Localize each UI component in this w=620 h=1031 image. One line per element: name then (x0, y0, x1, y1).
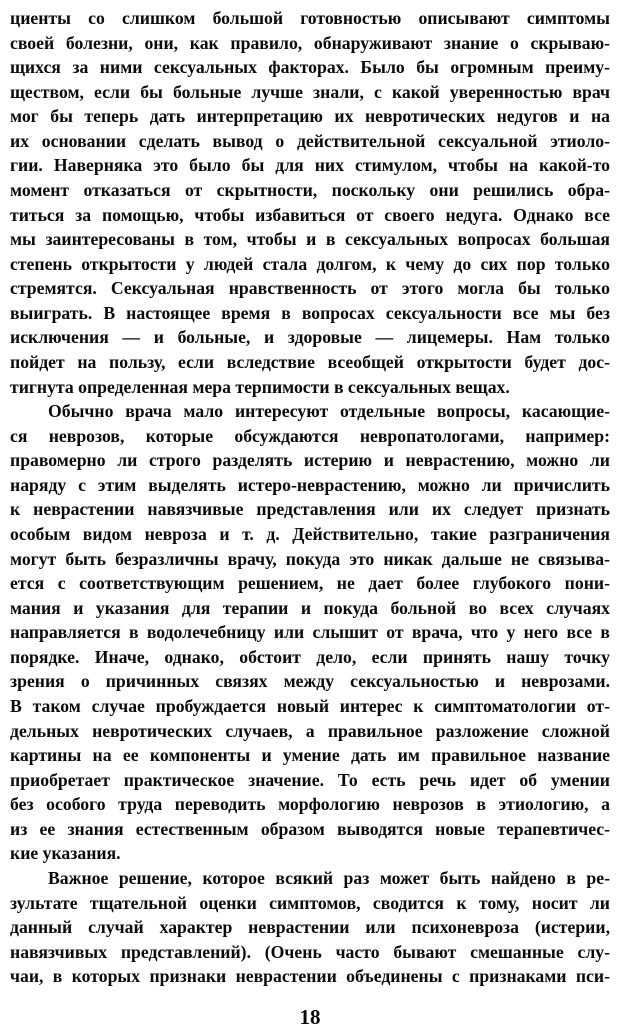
text-line: щихся за ними сексуальных факторах. Было бы огромным преиму- (10, 57, 610, 78)
text-line: картины на ее компоненты и умение дать им правильное название (10, 745, 610, 766)
text-line: ся неврозов, которые обсуждаются невропатологами, например: (10, 425, 610, 446)
text-line: без особого труда переводить морфологию неврозов в этиологию, а (10, 794, 610, 815)
text-line: тигнута определенная мера терпимости в сексуальных вещах. (10, 376, 510, 397)
text-line: их основании сделать вывод о действительной сексуальной этиоло- (10, 130, 610, 151)
text-line: гии. Наверняка это было бы для них стимулом, чтобы на какой-то (10, 155, 610, 176)
text-line: зрения о причинных связях между сексуальностью и неврозами. (10, 671, 610, 692)
text-line: дельных невротических случаев, а правильное разложение сложной (10, 720, 610, 741)
text-line: титься за помощью, чтобы избавиться от своего недуга. Однако все (10, 204, 610, 225)
text-line: кие указания. (10, 843, 121, 864)
text-line: исключения — и больные, и здоровые — лицемеры. Нам только (10, 327, 610, 348)
text-line: мы заинтересованы в том, чтобы и в сексуальных вопросах большая (10, 229, 610, 250)
text-line: данный случай характер неврастении или психоневроза (истерии, (10, 917, 610, 938)
text-line: пойдет на пользу, если вследствие всеобщей открытости будет дос- (10, 351, 610, 372)
text-line: зультате тщательной оценки симптомов, сводится к тому, носит ли (10, 892, 610, 913)
text-line: ется с соответствующим решением, не дает более глубокого пони- (10, 573, 610, 594)
text-line: циенты со слишком большой готовностью описывают симптомы (10, 8, 610, 28)
page-number: 18 (299, 1005, 321, 1029)
text-line: правомерно ли строго разделять истерию и неврастению, можно ли (10, 450, 610, 471)
text-line: особым видом невроза и т. д. Действительно, такие разграничения (10, 523, 610, 544)
text-line: порядке. Иначе, однако, обстоит дело, если принять нашу точку (10, 646, 610, 667)
text-line: Важное решение, которое всякий раз может быть найдено в ре- (48, 867, 610, 888)
text-line: В таком случае пробуждается новый интерес к симптоматологии от- (10, 695, 610, 716)
text-line: мог бы теперь дать интерпретацию их невротических недугов и на (10, 106, 610, 127)
text-line: степень открытости у людей стала долгом, к чему до сих пор только (10, 253, 610, 274)
text-line: приобретает практическое значение. То есть речь идет об умении (10, 769, 610, 790)
text-line: ществом, если бы больные лучше знали, с какой уверенностью врач (10, 81, 610, 102)
text-line: стремятся. Сексуальная нравственность от этого могла бы только (10, 278, 610, 299)
text-line: направляется в водолечебницу или слышит от врача, что у него все в (10, 622, 610, 643)
book-page (10, 6, 610, 1031)
text-line: мания и указания для терапии и покуда больной во всех случаях (10, 597, 610, 618)
text-line: к неврастении навязчивые представления или их следует признать (10, 499, 610, 520)
text-line: Обычно врача мало интересуют отдельные вопросы, касающие- (48, 401, 610, 422)
text-line: чаи, в которых признаки неврастении объединены с признаками пси- (10, 966, 610, 987)
text-line: выиграть. В настоящее время в вопросах сексуальности все мы без (10, 302, 610, 323)
text-line: момент отказаться от скрытности, поскольку они решились обра- (10, 179, 610, 200)
text-line: своей болезни, они, как правило, обнаруживают знание о скрываю- (10, 32, 610, 53)
text-line: навязчивых представлений). (Очень часто бывают смешанные слу- (10, 941, 610, 962)
text-line: из ее знания естественным образом выводятся новые терапевтичес- (10, 818, 610, 839)
text-line: наряду с этим выделять истеро-неврастению, можно ли причислить (10, 474, 610, 495)
text-line: могут быть безразличны врачу, покуда это никак дальше не связыва- (10, 548, 610, 569)
